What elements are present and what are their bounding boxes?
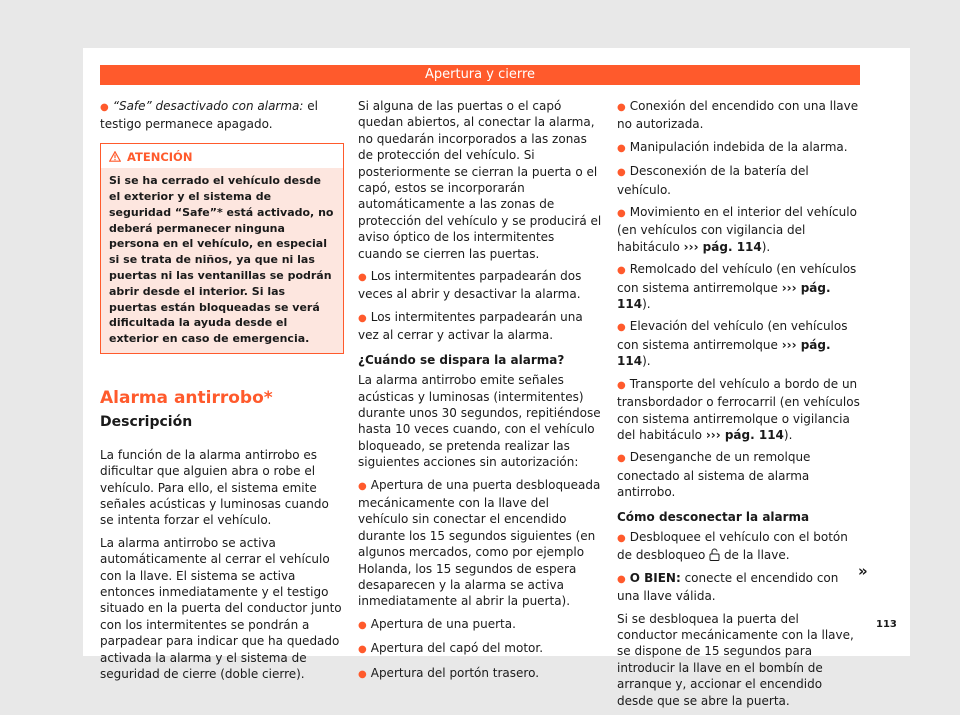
bullet-icon: ● [617,322,626,334]
list-item: ● Desbloquee el vehículo con el botón de desbloqueo de la llave. [617,529,848,563]
page-reference-link[interactable]: ››› pág. 114 [617,337,831,369]
column-right [617,98,861,715]
list-item: ● Apertura del portón trasero. [358,665,540,680]
list-item: ● Desenganche de un remolque conectado al sistema de alarma antirrobo. [617,450,811,500]
bullet-icon: ● [358,480,367,492]
list-item: ● Apertura de una puerta desbloqueada mecánicamente con la llave del vehículo sin conectar el encendido durante los 15 segundos siguientes (en algunos mercados, como por ejemplo Holanda, los 15 segundos de espera desaparecen y la alarma se activa inmediatamente al abrir la puerta). [358,477,601,609]
list-item: ● Conexión del encendido con una llave no autorizada. [617,99,859,132]
page-number: 113 [876,619,897,630]
subheading: Cómo desconectar la alarma [617,509,810,524]
warning-triangle-icon [109,151,121,162]
page-reference-link[interactable]: ››› pág. 114 [683,239,762,254]
paragraph: La alarma antirrobo emite señales acústicas y luminosas (intermitentes) durante unos 30 segundos, repitiéndose hasta 10 veces cuando, con el vehículo bloqueado, se pretenda realizar las siguientes acciones sin autorización: [358,373,601,470]
bullet-icon: ● [358,668,367,680]
section-title: Alarma antirrobo* [100,387,273,408]
bullet-icon: ● [100,102,109,113]
bullet-icon: ● [358,272,367,284]
list-item: ● Remolcado del vehículo (en vehículos con sistema antirremolque ››› pág. 114). [617,262,857,312]
bullet-icon: ● [358,644,367,656]
paragraph: La función de la alarma antirrobo es dificultar que alguien abra o robe el vehículo. Para ello, el sistema emite señales acústicas y luminosas cuando se intenta forzar el vehículo. [100,447,329,528]
unlock-key-icon [709,548,720,561]
page-reference-link[interactable]: ››› pág. 114 [705,427,784,442]
list-item: ● Transporte del vehículo a bordo de un transbordador o ferrocarril (en vehículos con sistema antirremolque o vigilancia del habitáculo ››› pág. 114). [617,376,860,442]
continue-arrow-icon: » [858,562,868,580]
list-item: ● Los intermitentes parpadearán dos veces al abrir y desactivar la alarma. [358,269,582,302]
bullet-icon: ● [617,142,626,154]
list-item: ● Movimiento en el interior del vehículo (en vehículos con vigilancia del habitáculo ››› pág. 114). [617,205,857,254]
bullet-icon: ● [617,453,626,465]
list-item: ● Desconexión de la batería del vehículo. [617,164,809,197]
warning-text: Si se ha cerrado el vehículo desde el exterior y el sistema de seguridad “Safe”* está activado, no deberá permanecer ninguna persona en el vehículo, en especial si se trata de niños, ya que ni las puertas ni las ventanillas se podrán abrir desde el interior. Si las puertas están bloqueadas se verá dificultada la ayuda desde el exterior en caso de emergencia. [101,168,343,353]
bullet-icon: ● [358,619,367,631]
list-item: ● Apertura de una puerta. [358,616,516,631]
bullet-icon: ● [617,102,626,113]
list-item: ● Manipulación indebida de la alarma. [617,139,848,154]
page-reference-link[interactable]: ››› pág. 114 [617,280,831,312]
list-item: ● Apertura del capó del motor. [358,641,544,656]
list-item: ● Elevación del vehículo (en vehículos con sistema antirremolque ››› pág. 114). [617,319,848,369]
list-item: ● O BIEN: conecte el encendido con una llave válida. [617,570,839,604]
chapter-header: Apertura y cierre [100,65,860,85]
paragraph: La alarma antirrobo se activa automáticamente al cerrar el vehículo con la llave. El sistema se activa entonces inmediatamente y el testigo situado en la puerta del conductor junto con los intermitentes se pondrán a parpadear para indicar que ha quedado activada la alarma y el sistema de seguridad de cierre (doble cierre). [100,535,342,682]
warning-title: ATENCIÓN [101,144,343,168]
bullet-icon: ● [617,167,626,179]
paragraph: Si alguna de las puertas o el capó quedan abiertos, al conectar la alarma, no quedarán incorporados a las zonas de protección del vehículo. Si posteriormente se cierran la puerta o el capó, estos se incorporarán automáticamente a las zonas de protección del vehículo y se producirá el aviso óptico de los intermitentes cuando se cierren las puertas. [358,99,602,261]
paragraph: Si se desbloquea la puerta del conductor mecánicamente con la llave, se dispone de 15 segundos para introducir la llave en el bombín de arranque y, accionar el encendido desde que se abre la puerta. [617,611,854,708]
bullet-icon: ● [617,208,626,220]
list-item: ● “Safe” desactivado con alarma: el testigo permanece apagado. [100,99,318,132]
warning-box [100,143,344,354]
bullet-icon: ● [358,312,367,324]
bullet-icon: ● [617,265,626,277]
bullet-icon: ● [617,379,626,391]
bullet-icon: ● [617,573,626,585]
column-left [100,98,344,688]
subsection-title: Descripción [100,414,193,431]
column-middle [358,98,602,689]
bullet-icon: ● [617,532,626,544]
list-item: ● Los intermitentes parpadearán una vez al cerrar y activar la alarma. [358,309,583,343]
subheading: ¿Cuándo se dispara la alarma? [358,352,565,367]
